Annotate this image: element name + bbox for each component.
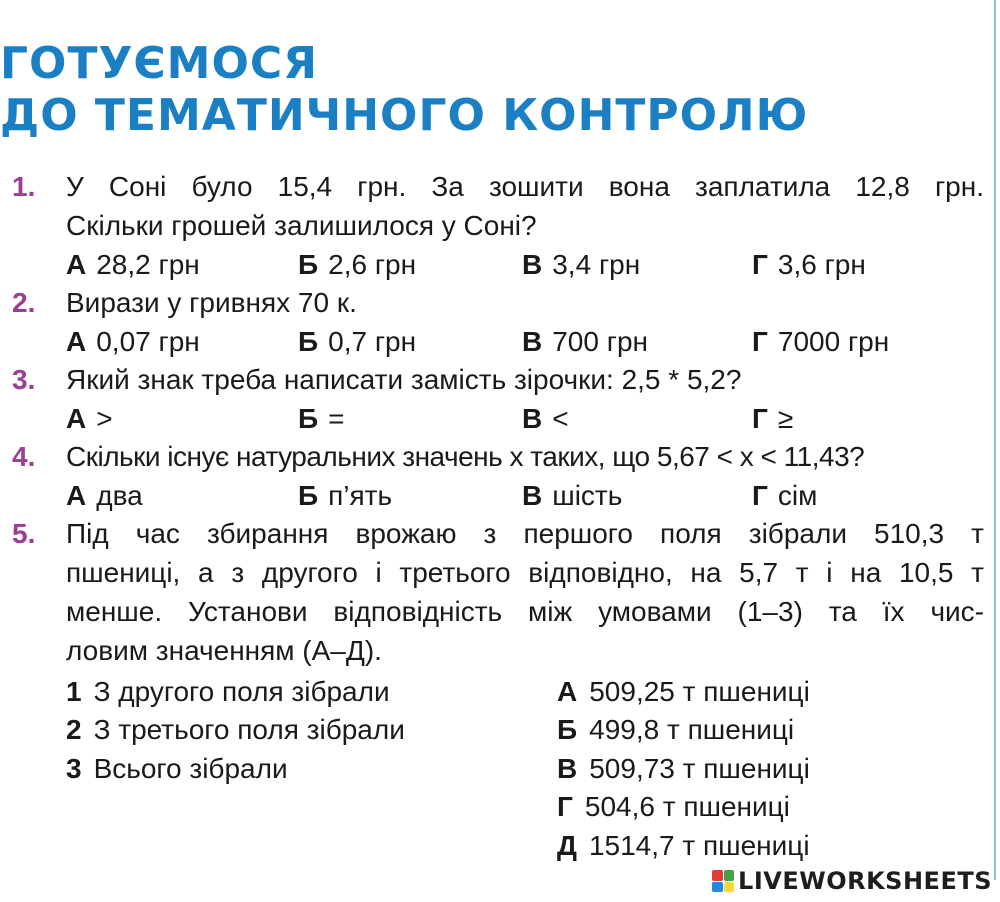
right-margin-rule xyxy=(994,0,996,880)
q3-option-c[interactable] xyxy=(522,400,569,438)
question-5-line-4: ловим значенням (А–Д). xyxy=(66,635,382,666)
question-1-number: 1. xyxy=(12,171,36,202)
q1-option-b[interactable] xyxy=(298,246,416,284)
question-3-number: 3. xyxy=(12,364,36,395)
question-3-line-1: Який знак треба написати замість зірочки: 2,5 * 5,2? xyxy=(66,364,742,395)
option-text: 28,2 грн xyxy=(96,249,200,280)
q2-option-a[interactable] xyxy=(66,323,200,361)
condition-text: З другого поля зібрали xyxy=(93,676,390,707)
option-letter: Б xyxy=(298,480,319,511)
option-text: ≥ xyxy=(777,403,794,434)
answer-key: А xyxy=(557,676,578,707)
answer-text: 509,73 т пшениці xyxy=(589,753,810,784)
option-letter: Г xyxy=(752,403,768,434)
q5-condition-1[interactable] xyxy=(66,673,390,711)
option-text: 0,07 грн xyxy=(96,326,200,357)
option-text: = xyxy=(328,403,345,434)
option-letter: В xyxy=(522,326,543,357)
question-2-line-1: Вирази у гривнях 70 к. xyxy=(66,287,357,318)
condition-key: 1 xyxy=(66,676,82,707)
question-5-line-2: пшениці, а з другого і третього відповідно, на 5,7 т і на 10,5 т xyxy=(66,557,984,588)
option-letter: Б xyxy=(298,326,319,357)
option-letter: В xyxy=(522,480,543,511)
q4-option-d[interactable] xyxy=(752,477,817,515)
answer-key: Г xyxy=(557,791,573,822)
liveworksheets-watermark xyxy=(712,866,992,896)
q5-answer-b[interactable] xyxy=(557,711,794,749)
question-1-line-2: Скільки грошей залишилося у Соні? xyxy=(66,210,537,241)
q3-option-b[interactable] xyxy=(298,400,344,438)
q5-answer-c[interactable] xyxy=(557,750,810,788)
option-text: 2,6 грн xyxy=(328,249,417,280)
q5-condition-2[interactable] xyxy=(66,711,405,749)
option-text: шість xyxy=(552,480,623,511)
option-letter: Г xyxy=(752,480,768,511)
option-letter: А xyxy=(66,249,87,280)
q5-answer-e[interactable] xyxy=(557,827,810,865)
q4-option-a[interactable] xyxy=(66,477,143,515)
answer-text: 509,25 т пшениці xyxy=(589,676,810,707)
answer-text: 499,8 т пшениці xyxy=(589,714,795,745)
option-text: 0,7 грн xyxy=(328,326,417,357)
condition-key: 2 xyxy=(66,714,82,745)
watermark-text: LIVEWORKSHEETS xyxy=(738,867,992,895)
option-letter: Б xyxy=(298,403,319,434)
option-text: п’ять xyxy=(328,480,393,511)
liveworksheets-logo-icon xyxy=(712,870,734,892)
q2-option-c[interactable] xyxy=(522,323,648,361)
option-text: 3,6 грн xyxy=(777,249,866,280)
question-5-line-3: менше. Установи відповідність між умовами (1–3) та їх чис- xyxy=(66,596,984,627)
option-text: < xyxy=(552,403,569,434)
option-letter: В xyxy=(522,249,543,280)
q5-answer-a[interactable] xyxy=(557,673,810,711)
question-4-line-1: Скільки існує натуральних значень x таких, що 5,67 < x < 11,43? xyxy=(66,441,865,472)
title-line-1: ГОТУЄМОСЯ xyxy=(0,38,319,89)
q2-option-d[interactable] xyxy=(752,323,889,361)
option-letter: А xyxy=(66,480,87,511)
question-5-number: 5. xyxy=(12,518,36,549)
q5-answer-d[interactable] xyxy=(557,788,790,826)
title-line-2: ДО ТЕМАТИЧНОГО КОНТРОЛЮ xyxy=(0,90,809,141)
q1-option-a[interactable] xyxy=(66,246,200,284)
q1-option-c[interactable] xyxy=(522,246,640,284)
option-letter: Г xyxy=(752,326,768,357)
condition-text: З третього поля зібрали xyxy=(93,714,405,745)
q4-option-c[interactable] xyxy=(522,477,622,515)
page-title xyxy=(0,38,808,142)
option-letter: В xyxy=(522,403,543,434)
answer-key: Б xyxy=(557,714,578,745)
condition-text: Всього зібрали xyxy=(93,753,288,784)
q1-option-d[interactable] xyxy=(752,246,866,284)
answer-text: 504,6 т пшениці xyxy=(584,791,790,822)
q5-condition-3[interactable] xyxy=(66,750,288,788)
option-text: сім xyxy=(777,480,818,511)
option-text: 7000 грн xyxy=(777,326,890,357)
option-letter: А xyxy=(66,326,87,357)
condition-key: 3 xyxy=(66,753,82,784)
question-2-number: 2. xyxy=(12,287,36,318)
question-4-number: 4. xyxy=(12,441,36,472)
q3-option-d[interactable] xyxy=(752,400,793,438)
question-1-line-1: У Соні було 15,4 грн. За зошити вона заплатила 12,8 грн. xyxy=(66,171,984,202)
option-text: > xyxy=(96,403,113,434)
answer-text: 1514,7 т пшениці xyxy=(588,830,810,861)
q3-option-a[interactable] xyxy=(66,400,113,438)
option-text: 700 грн xyxy=(552,326,648,357)
option-text: 3,4 грн xyxy=(552,249,641,280)
q2-option-b[interactable] xyxy=(298,323,416,361)
option-text: два xyxy=(96,480,143,511)
question-5-line-1: Під час збирання врожаю з першого поля зібрали 510,3 т xyxy=(66,518,984,549)
q4-option-b[interactable] xyxy=(298,477,392,515)
answer-key: Д xyxy=(557,830,577,861)
answer-key: В xyxy=(557,753,578,784)
option-letter: Б xyxy=(298,249,319,280)
option-letter: А xyxy=(66,403,87,434)
option-letter: Г xyxy=(752,249,768,280)
